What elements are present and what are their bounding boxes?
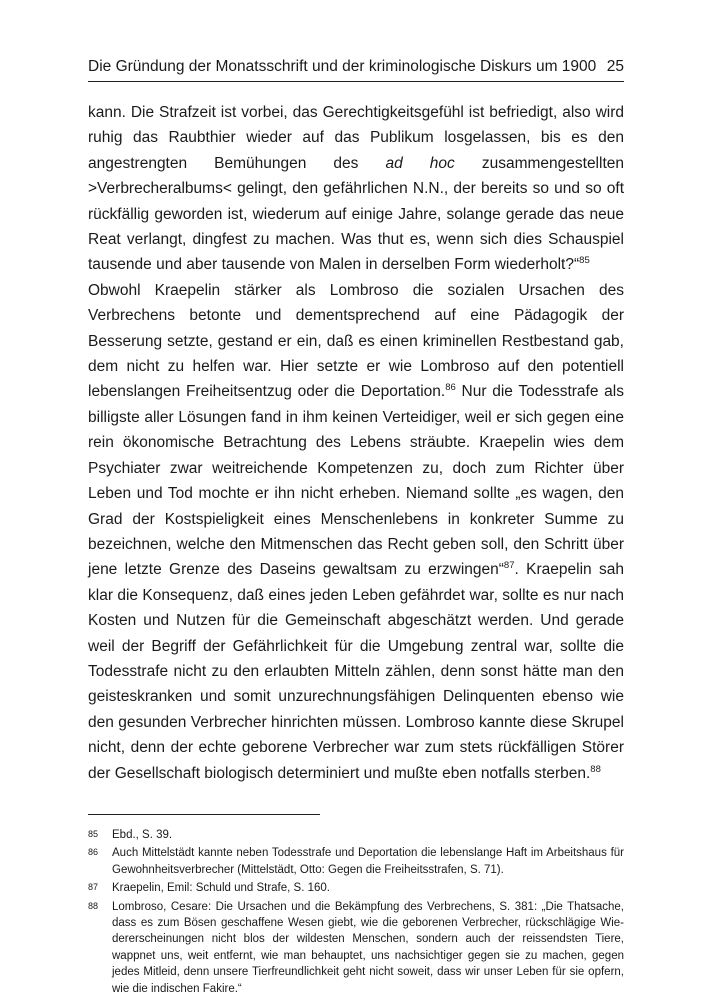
footnote-number: 86 (88, 847, 99, 858)
footnote-ref-88[interactable]: 88 (590, 763, 601, 775)
footnote (88, 880, 624, 896)
running-header (88, 58, 624, 82)
footnote-ref-85[interactable]: 85 (579, 255, 590, 267)
paragraph-2-text-c: . Kraepelin sah klar die Konsequenz, daß eines jeden Leben gefährdet war, sollte es nur nach Kosten und Nutzen für die Gemeinschaft abgeschätzt werden. Und gerade weil der Begriff der Gefährlichkeit für die Umgebung zentral war, sollte die Todesstrafe nicht zu den erlaubten Mitteln zählen, denn sonst hätte man den geisteskranken und somit unzurechnungsfähigen Delinquenten ebenso wie den gesunden Verbrecher hinrichten müssen. Lombroso kannte diese Skrupel nicht, denn der echte geborene Verbrecher war zum stets rückfälligen Störer der Gesellschaft biologisch determiniert und mußte eben notfalls sterben. (88, 561, 624, 782)
page-number: 25 (606, 58, 624, 75)
paragraph-1-text-b: zusammengestellten >Verbrecheralbums< gelingt, den gefährlichen N.N., der bereits so und so oft rückfällig geworden ist, wiederum auf einige Jahre, solange gerade das neue Reat verlangt, dingfest zu machen. Was thut es, wenn sich dies Schauspiel tausende und aber tausende von Malen in derselben Form wiederholt?“ (88, 154, 624, 274)
footnote (88, 827, 624, 843)
paragraph-1 (88, 100, 624, 278)
footnote-number: 87 (88, 882, 99, 893)
page (88, 58, 624, 999)
footnotes (88, 827, 624, 997)
footnote (88, 899, 624, 997)
footnote-ref-86[interactable]: 86 (445, 382, 456, 394)
footnote-text: Kraepelin, Emil: Schuld und Strafe, S. 160. (112, 882, 330, 895)
footnote-text: Ebd., S. 39. (112, 828, 173, 841)
footnote-ref-87[interactable]: 87 (503, 560, 515, 572)
footnote-text: Auch Mittelstädt kannte neben Todesstrafe und Deportation die lebenslange Haft im Arbeitshaus für Gewohnheitsverbrecher (Mittelstädt, Otto: Gegen die Freiheitsstrafen, S. 71). (112, 847, 624, 876)
footnote-text: Lombroso, Cesare: Die Ursachen und die Bekämpfung des Verbrechens, S. 381: „Die Thatsache, dass es zum Bösen geschaffene Wesen giebt, wie die geborenen Verbrecher, rückschlägige Wiedererscheinungen nicht blos der wildesten Menschen, sondern auch der reissendsten Tiere, wappnet uns, weit entfernt, wie man behauptet, uns nachsichtiger gegen sie zu machen, gegen jedes Mitleid, denn unsere Tierfreundlichkeit geht nicht soweit, dass wir unser Leben für sie opfern, wie die indischen Fakire.“ (112, 900, 624, 995)
paragraph-2-text-b: Nur die Todesstrafe als billigste aller Lösungen fand in ihm keinen Verteidiger, weil er sich gegen eine rein ökonomische Betrachtung des Lebens sträubte. Kraepelin wies dem Psychiater zwar weitreichende Kompetenzen zu, doch zum Richter über Leben und Tod mochte er ihn nicht erheben. Niemand sollte „es wagen, den Grad der Kostspieligkeit eines Menschenlebens in konkreter Summe zu bezeichnen, welche den Mitmenschen das Recht geben soll, den Schritt über jene letzte Grenze des Daseins gewaltsam zu erzwingen“ (88, 383, 624, 579)
footnote (88, 845, 624, 878)
body-text (88, 100, 624, 786)
paragraph-2-text-a: Obwohl Kraepelin stärker als Lombroso die sozialen Ursachen des Verbrechens betonte und dementsprechend auf eine Pädagogik der Besserung setzte, gestand er ein, daß es einen kriminellen Restbestand gab, dem nicht zu helfen war. Hier setzte er wie Lombroso auf den potentiell lebenslangen Freiheitsentzug oder die Deportation. (88, 281, 624, 401)
footnote-divider (88, 814, 320, 815)
paragraph-1-text-a: kann. Die Strafzeit ist vorbei, das Gerechtigkeitsgefühl ist befriedigt, also wird ruhig das Raubthier wieder auf das Publikum losgelassen, bis es den angestrengten Bemühungen des (88, 104, 624, 172)
running-title: Die Gründung der Monatsschrift und der kriminologische Diskurs um 1900 (88, 58, 597, 75)
footnote-number: 88 (88, 900, 99, 911)
footnote-number: 85 (88, 828, 99, 839)
paragraph-1-italic: ad hoc (385, 154, 455, 172)
paragraph-2 (88, 278, 624, 786)
